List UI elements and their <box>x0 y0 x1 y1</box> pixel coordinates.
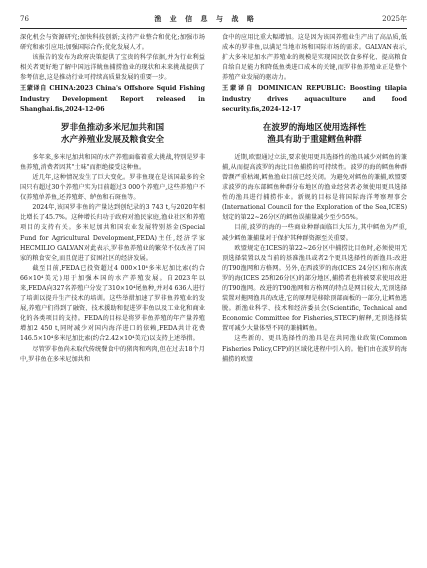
article-title-line-1: 罗非鱼推动多米尼加共和国 <box>60 122 165 133</box>
running-header <box>20 12 407 26</box>
left-column <box>20 33 205 561</box>
paragraph: 多年来,多米尼加共和国的水产养殖面临着重大挑战,特别是罗非鱼养殖,消费者因其"土味"而拒绝接受这种鱼。 <box>20 153 205 171</box>
translator-credit: 王蒙译自 CHINA:2023 China's Offshore Squid Fishing Industry Development Report released in Shanghai.fis,2024-12-06 <box>20 85 205 113</box>
paragraph: 食中的应用比重大幅增加。这是因为该国养殖业生产出了高品质,低成本的罗非鱼,以满足当地市场和国际市场的需求。GALVAN表示,扩大多米尼加水产养殖业的规模是实现国民饮食多样化、提高粮食自给自足能力和降低鱼类进口成本的关键,而罗非鱼养殖业正是整个养殖产业发展的驱动力。 <box>222 34 407 82</box>
article-title-line-2: 渔具有助于重建鳕鱼种群 <box>267 135 362 146</box>
paragraph: 深化机会与资源研究;加快科技创新;支持产业整合和优化;加强市场研究和索引应用;加强国际合作;优化发展人才。 <box>20 34 205 52</box>
paragraph: 截至目前,FEDA已投资超过4 000×10⁴多米尼加比索(约合66×10⁴美元)用于加强本国的水产养殖发展。自2023年以来,FEDA向327名养殖户分发了310×10⁴尾鱼种,并对4 636人进行了培训以提升生产技术的培训。这些举措加速了罗非鱼养殖业的发展,养殖户们得到了融资、技术援助和促进罗非鱼以及工业化和商业化的各类项目的支持。FEDA的目标是将罗非鱼养殖的年产量养殖增加2 450 t,同时减少对国内海洋进口的依赖,FEDA共计花费146.5×10⁴多米尼加比索(约合2.42×10⁴美元)以支持上述举措。 <box>20 264 205 343</box>
paragraph: 尽管罗非鱼尚未取代传统餐食中的猪肉和鸡肉,但在过去18个月中,罗非鱼在多米尼加共和 <box>20 345 205 363</box>
translator-credit: 王蒙译自 DOMINICAN REPUBLIC: Boosting tilapia industry drives aquaculture and food security.fis,2024-12-17 <box>222 85 407 113</box>
paragraph: 2024年,该国罗非鱼的产量达到创纪录的3 743 t,与2020年相比增长了45.7%。这种增长归功于政府对渔民家庭,渔业社区和养殖项目的支持有关。多米尼加共和国农业发展特别基金(Special Fund for Agricultural Development,FEDA)主任,经济学家HECMILIO GALVAN对此表示,罗非鱼养殖业的繁荣不仅改善了国家的粮食安全,而且促进了贫困社区的经济发展。 <box>20 204 205 262</box>
right-column <box>222 33 407 561</box>
issue-year: 2025年 <box>382 15 407 23</box>
paragraph: 近几年,这种情况发生了巨大变化。罗非鱼现在是该国最多的全国只有超过30个养殖户实为目前超过3 000个养殖户,这些养殖户不仅养殖单养鱼,还养殖虾、鲈鱼和石斑鱼等。 <box>20 173 205 202</box>
article-title <box>222 122 407 147</box>
paragraph: 欧盟规定在ICES的第22~26分区中捕捞比目鱼时,必须使用无顶选择装置以及当前的基准渔具或者2个更具选择性的新渔具:改进的T90渔网和方格网。另外,在西波罗的海(ICES 24分区)和东南波罗的海(ICES 25和26分区)的部分地区,捕捞者也将被要求使用改进的T90渔网。改进的T90渔网和方格网的特点是网目较大,无顶选择装置对拖网渔具的改进,它的原理是移除顶部面板的一部分,让鳕鱼逃脱。新渔业科学、技术和经济委员会(Scientific, Technical and Economic Committee for Fisheries,STECF)解释,无顶选择装置可减少大量体型不同的兼捕鳕鱼。 <box>222 244 407 333</box>
paragraph: 近期,欧盟通过立法,要求使用更具选择性的渔具减少对鳕鱼的兼捕,从而提高波罗的海比目鱼捕捞的可持续性。波罗的海的鳕鱼种群曾濒严重枯竭,鳕鱼渔业目前已经关闭。为避免对鳕鱼的兼捕,欧盟要求波罗的海东部鳕鱼种群分布地区的渔业经营者必须使用更具选择性的渔具进行捕捞作业。新规的目标是将国际海洋考察理事会(International Council for the Exploration of the Sea,ICES)划定的第22~26分区的鳕鱼误捕量减少至少55%。 <box>222 153 407 222</box>
article-title-line-1: 在波罗的海地区使用选择性 <box>262 122 367 133</box>
header-rule <box>20 28 407 29</box>
article-title <box>20 122 205 147</box>
article-title-line-2: 水产养殖业发展及粮食安全 <box>60 135 165 146</box>
paragraph: 该报告的发布为政府决策提供了宝贵的科学依据,并为行业利益相关者更好地了解中国远洋鱿鱼捕捞渔业的现状和未来挑战提供了参考信息,这是推动行业可持续高质量发展的重要一步。 <box>20 54 205 82</box>
paragraph: 目前,波罗的海的一些商业种群面临巨大压力,其中鳕鱼为严重,减少鳕鱼兼捕量对于保护其种群资源至关重要。 <box>222 224 407 242</box>
page-number: 76 <box>20 15 29 23</box>
journal-title: 渔 业 信 息 与 战 略 <box>154 14 257 23</box>
paragraph: 这些新的、更具选择性的渔具是在共同渔业政策(Common Fisheries Policy,CFP)的区域化进程中引入的。他们由在波罗的海捕捞的欧盟 <box>222 335 407 363</box>
